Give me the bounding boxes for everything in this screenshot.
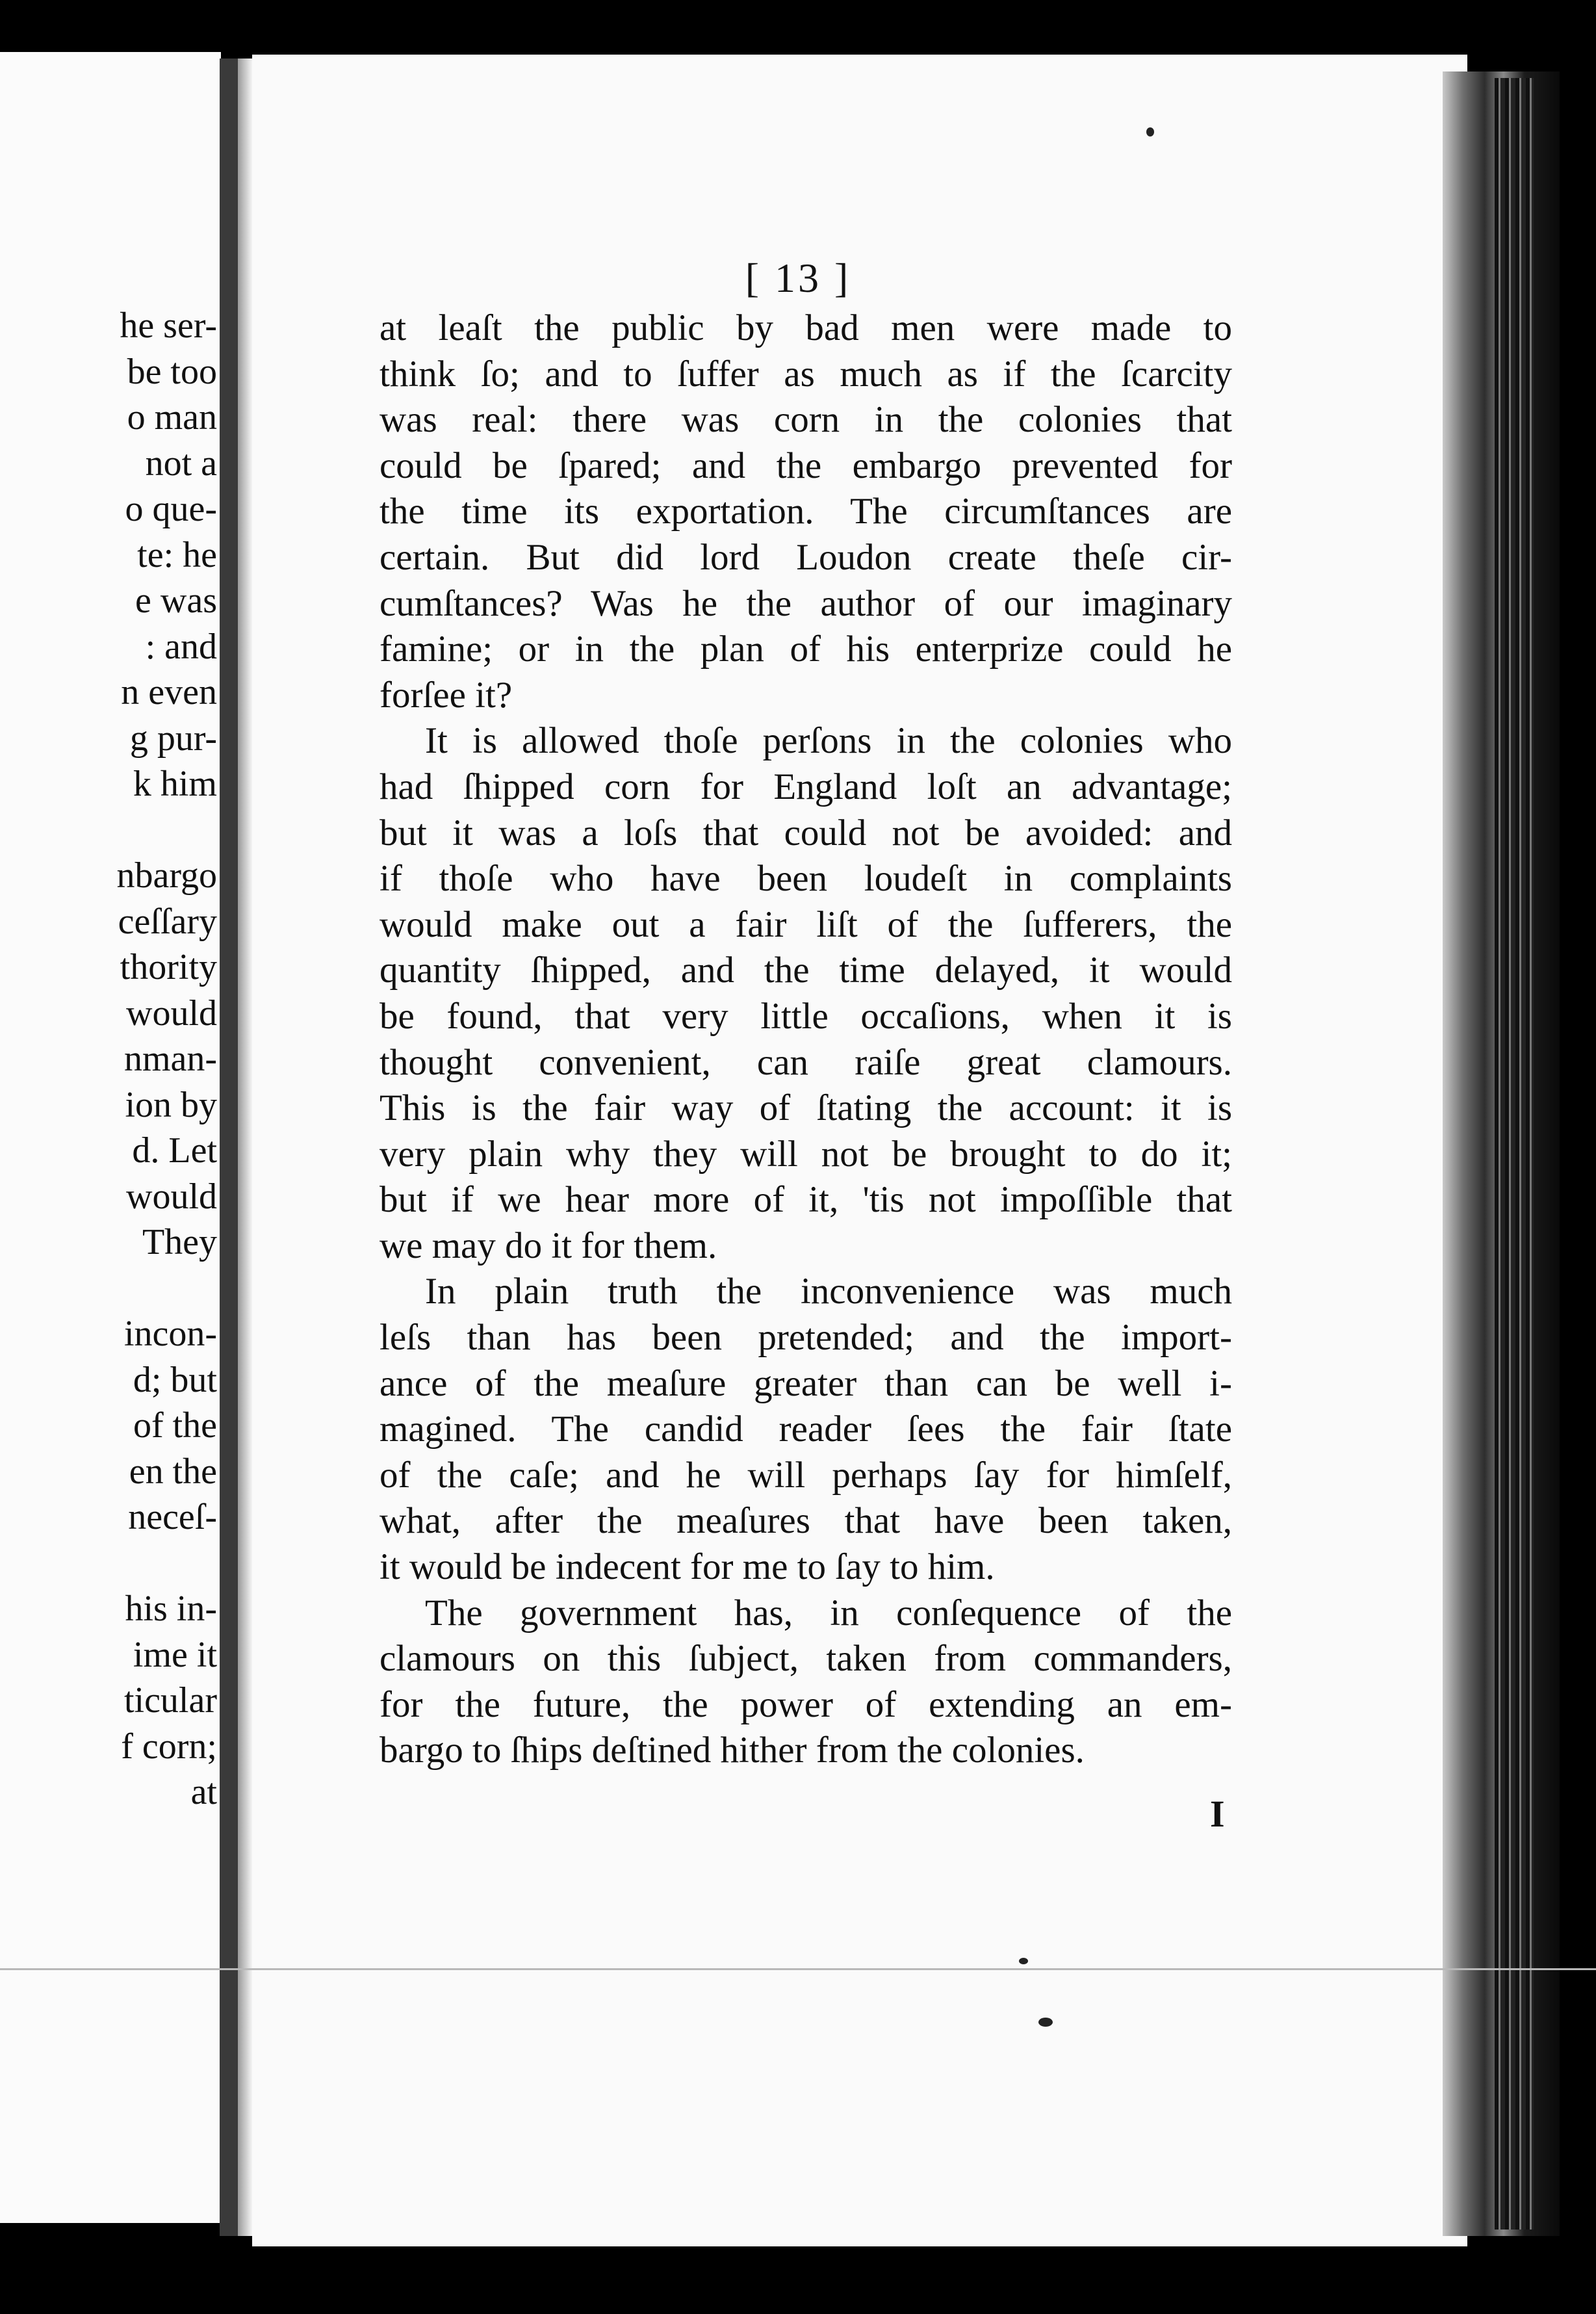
left-page-line: of the (133, 1405, 217, 1446)
text-line: if thoſe who have been loudeſt in complaints (380, 858, 1232, 900)
left-page-line: be too (127, 351, 217, 392)
text-line: It is allowed thoſe perſons in the colonies who (425, 720, 1232, 762)
left-page-line: thority (120, 947, 217, 987)
page-number: [ 13 ] (745, 255, 851, 301)
text-line: was real: there was corn in the colonies that (380, 399, 1232, 441)
gutter-shadow (238, 58, 252, 2236)
text-line: we may do it for them. (380, 1225, 717, 1266)
left-page-line (3, 1266, 217, 1312)
left-page-line: n even (121, 672, 217, 712)
left-page-line: neceſ- (128, 1497, 217, 1537)
left-page-line: ime it (133, 1634, 217, 1675)
body-text (380, 306, 1232, 1774)
scan-fold-line (0, 1968, 1596, 1970)
text-line: quantity ſhipped, and the time delayed, it would (380, 950, 1232, 991)
page-edge-leaves (1495, 78, 1534, 2230)
text-line: would make out a fair liſt of the ſufferers, the (380, 904, 1232, 945)
left-page-line: ion by (125, 1084, 217, 1125)
text-line: think ſo; and to ſuffer as much as if the ſcarcity (380, 353, 1232, 395)
left-page-text (3, 303, 217, 1815)
text-line: but if we hear more of it, 'tis not impoſſible that (380, 1179, 1232, 1221)
left-facing-page (0, 52, 221, 2223)
text-line: famine; or in the plan of his enterprize could he (380, 629, 1232, 670)
left-page-line: at (190, 1772, 217, 1812)
text-line: forſee it? (380, 674, 513, 716)
left-page-line: : and (145, 626, 217, 667)
paper-speck (1019, 1958, 1028, 1964)
left-page-line: would (126, 993, 217, 1034)
left-page-line: o que- (125, 489, 217, 529)
left-page-line: o man (127, 397, 217, 437)
text-line: very plain why they will not be brought to do it; (380, 1133, 1232, 1175)
text-line: thought convenient, can raiſe great clamours. (380, 1041, 1232, 1083)
left-page-line: he ser- (120, 306, 217, 346)
left-page-line: en the (129, 1451, 217, 1492)
text-line: of the caſe; and he will perhaps ſay for himſelf, (380, 1454, 1232, 1496)
text-line: could be ſpared; and the embargo prevented for (380, 445, 1232, 486)
left-page-line (3, 1540, 217, 1587)
text-line: it would be indecent for me to ſay to him. (380, 1546, 995, 1588)
left-page-line: k him (133, 764, 217, 804)
text-line: magined. The candid reader ſees the fair ſtate (380, 1409, 1232, 1450)
text-line: be found, that very little occaſions, when it is (380, 995, 1232, 1037)
left-page-line: incon- (123, 1314, 217, 1354)
left-page-line: f corn; (121, 1726, 217, 1767)
paper-speck (1038, 2018, 1053, 2027)
text-line: the time its exportation. The circumſtances are (380, 491, 1232, 532)
text-line: ance of the meaſure greater than can be well i- (380, 1362, 1232, 1404)
text-line: but it was a loſs that could not be avoided: and (380, 812, 1232, 853)
text-line: what, after the meaſures that have been taken, (380, 1500, 1232, 1542)
text-line: certain. But did lord Loudon create theſe cir- (380, 536, 1232, 578)
text-line: had ſhipped corn for England loſt an advantage; (380, 766, 1232, 807)
text-line: cumſtances? Was he the author of our imaginary (380, 582, 1232, 624)
text-line: at leaſt the public by bad men were made to (380, 307, 1232, 348)
left-page-line: nbargo (116, 855, 217, 896)
left-page-line: not a (145, 443, 217, 484)
text-line: bargo to ſhips deſtined hither from the colonies. (380, 1730, 1085, 1771)
text-line: This is the fair way of ſtating the account: it is (380, 1087, 1232, 1129)
paper-speck (1146, 127, 1154, 136)
left-page-line: They (142, 1222, 217, 1262)
left-page-line (3, 807, 217, 853)
text-line: for the future, the power of extending an em- (380, 1684, 1232, 1725)
catchword: I (1210, 1793, 1225, 1835)
left-page-line: his in- (125, 1589, 217, 1629)
text-line: The government has, in conſequence of the (425, 1592, 1232, 1633)
left-page-line: te: he (137, 534, 217, 575)
text-line: clamours on this ſubject, taken from commanders, (380, 1638, 1232, 1680)
left-page-line: e was (135, 580, 217, 621)
left-page-line: d; but (133, 1359, 217, 1400)
book-gutter (220, 58, 238, 2236)
left-page-line: ceſſary (118, 901, 217, 942)
left-page-line: ticular (123, 1680, 217, 1721)
left-page-line: d. Let (132, 1130, 217, 1171)
text-line: In plain truth the inconvenience was much (425, 1271, 1232, 1312)
left-page-line: nman- (123, 1039, 217, 1079)
left-page-line: g pur- (129, 718, 217, 759)
text-line: leſs than has been pretended; and the import- (380, 1317, 1232, 1358)
left-page-line: would (126, 1176, 217, 1217)
